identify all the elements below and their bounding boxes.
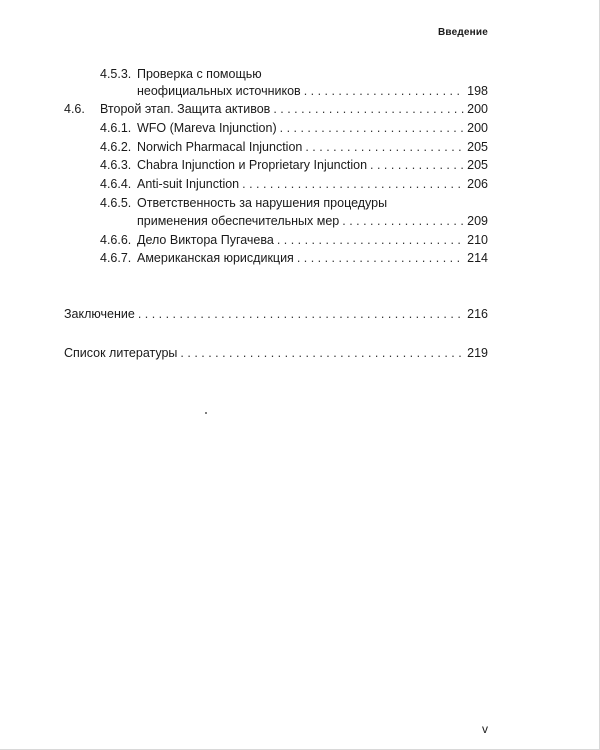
print-speck [205, 412, 207, 414]
toc-title-4-6-4: Anti-suit Injunction [137, 177, 240, 191]
toc-number-4-6-6: 4.6.6. [100, 233, 132, 247]
toc-entry-4-6-5[interactable] [137, 213, 488, 229]
toc-number-4-6-3: 4.6.3. [100, 158, 132, 172]
toc-page-4-6-4: 206 [467, 177, 488, 191]
toc-page-4-6-5: 209 [467, 214, 488, 228]
dot-leader [342, 213, 464, 229]
toc-number-4-6-5: 4.6.5. [100, 196, 132, 210]
toc-title-4-5-3-line2: неофициальных источников [137, 84, 301, 98]
toc-title-4-6-2: Norwich Pharmacal Injunction [137, 140, 303, 154]
toc-title-4-6-5-line2: применения обеспечительных мер [137, 214, 340, 228]
toc-title-4-6-1: WFO (Mareva Injunction) [137, 121, 277, 135]
toc-number-4-6-1: 4.6.1. [100, 121, 132, 135]
toc-page-4-6-7: 214 [467, 251, 488, 265]
toc-title-4-5-3-line1: Проверка с помощью [137, 67, 262, 81]
dot-leader [370, 157, 464, 173]
toc-page-conclusion: 216 [467, 307, 488, 321]
toc-entry-4-6-2[interactable] [137, 139, 488, 155]
toc-entry-4-6-6[interactable] [137, 232, 488, 248]
toc-number-4-6-4: 4.6.4. [100, 177, 132, 191]
toc-page-4-6-6: 210 [467, 233, 488, 247]
dot-leader [277, 232, 464, 248]
toc-title-4-6-5-line1: Ответственность за нарушения процедуры [137, 196, 388, 210]
toc-page-4-6-2: 205 [467, 140, 488, 154]
toc-page-4-6: 200 [467, 102, 488, 116]
dot-leader [273, 101, 464, 117]
toc-entry-4-6-1[interactable] [137, 120, 488, 136]
toc-number-4-6-7: 4.6.7. [100, 251, 132, 265]
dot-leader [304, 83, 464, 99]
toc-page-4-6-3: 205 [467, 158, 488, 172]
toc-title-4-6-6: Дело Виктора Пугачева [137, 233, 274, 247]
toc-title-4-6-3: Chabra Injunction и Proprietary Injunction [137, 158, 368, 172]
running-header: Введение [437, 27, 488, 38]
toc-number-4-5-3: 4.5.3. [100, 67, 132, 81]
dot-leader [280, 120, 465, 136]
toc-page-references: 219 [467, 346, 488, 360]
dot-leader [242, 176, 464, 192]
toc-number-4-6-2: 4.6.2. [100, 140, 132, 154]
toc-entry-4-6-7[interactable] [137, 250, 488, 266]
toc-title-conclusion: Заключение [64, 307, 135, 321]
toc-entry-4-5-3[interactable] [137, 83, 488, 99]
page-number: v [482, 722, 488, 736]
toc-entry-conclusion[interactable] [64, 306, 488, 322]
toc-number-4-6: 4.6. [64, 102, 85, 116]
toc-page-4-5-3: 198 [467, 84, 488, 98]
toc-entry-4-6-4[interactable] [137, 176, 488, 192]
toc-entry-4-6[interactable] [100, 101, 488, 117]
dot-leader [180, 345, 464, 361]
toc-title-4-6-7: Американская юрисдикция [137, 251, 294, 265]
toc-entry-4-6-3[interactable] [137, 157, 488, 173]
dot-leader [138, 306, 464, 322]
toc-title-references: Список литературы [64, 346, 178, 360]
toc-entry-references[interactable] [64, 345, 488, 361]
dot-leader [305, 139, 464, 155]
toc-title-4-6: Второй этап. Защита активов [100, 102, 271, 116]
toc-page-4-6-1: 200 [467, 121, 488, 135]
dot-leader [297, 250, 464, 266]
